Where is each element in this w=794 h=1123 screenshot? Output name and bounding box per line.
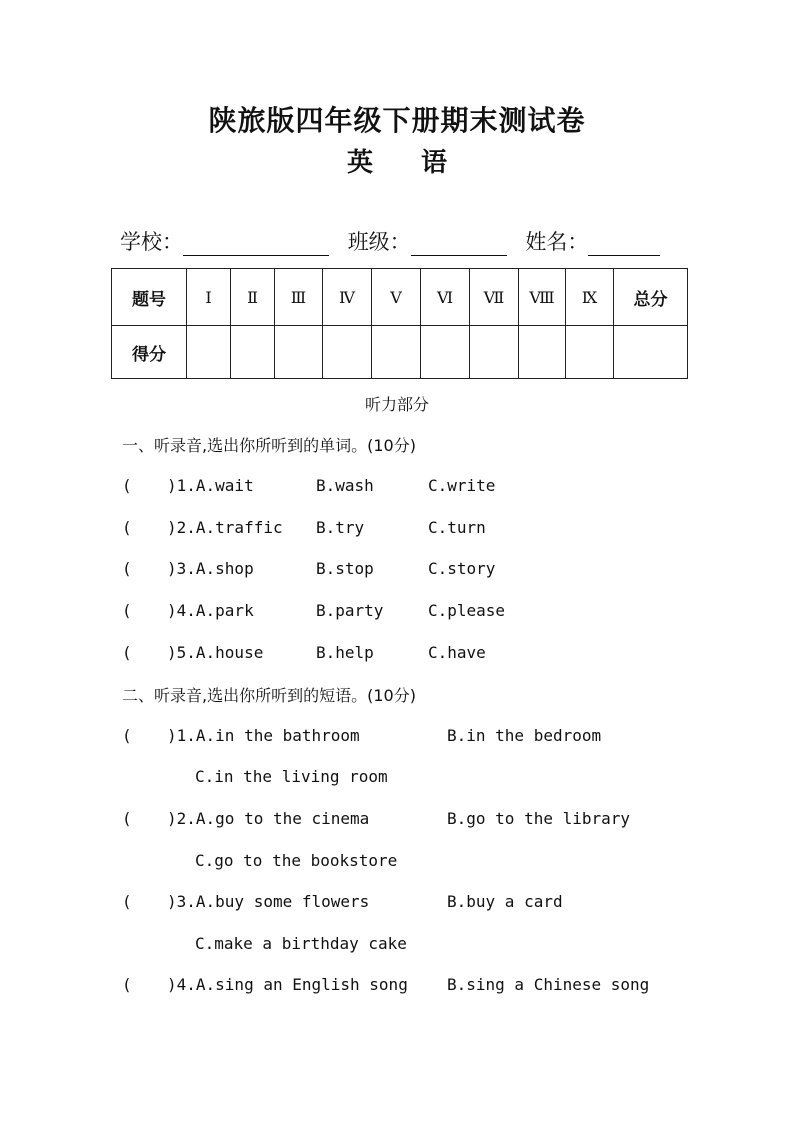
name-blank[interactable] bbox=[588, 233, 660, 256]
option-a: )2.A.traffic bbox=[167, 518, 283, 537]
option-c: C.go to the bookstore bbox=[195, 851, 398, 870]
option-c: C.make a birthday cake bbox=[195, 934, 407, 953]
score-cell[interactable] bbox=[519, 326, 566, 379]
subject-char-1: 英 bbox=[346, 148, 373, 178]
score-label: 得分 bbox=[112, 326, 187, 379]
answer-paren[interactable]: ( bbox=[122, 643, 132, 662]
option-c: C.in the living room bbox=[195, 767, 388, 786]
answer-paren[interactable]: ( bbox=[122, 892, 132, 911]
option-a: )5.A.house bbox=[167, 643, 264, 662]
option-c: C.please bbox=[428, 601, 506, 620]
option-c: C.story bbox=[428, 559, 496, 578]
score-table bbox=[111, 268, 688, 379]
score-cell[interactable] bbox=[566, 326, 614, 379]
col-2: Ⅱ bbox=[231, 269, 275, 326]
option-b: B.wash bbox=[316, 476, 374, 495]
subject-char-2: 语 bbox=[421, 148, 448, 178]
col-1: Ⅰ bbox=[187, 269, 231, 326]
option-b: B.go to the library bbox=[447, 809, 631, 828]
col-4: Ⅳ bbox=[323, 269, 372, 326]
student-info-line bbox=[120, 226, 660, 256]
listening-section-title: 听力部分 bbox=[364, 395, 429, 414]
option-b: B.party bbox=[316, 601, 384, 620]
class-label: 班级： bbox=[347, 230, 411, 254]
option-a: )1.A.wait bbox=[167, 476, 254, 495]
exam-title: 陕旅版四年级下册期末测试卷 bbox=[208, 104, 586, 137]
option-c: C.have bbox=[428, 643, 486, 662]
option-a: )2.A.go to the cinema bbox=[167, 809, 370, 828]
part2-title: 二、听录音,选出你所听到的短语。(10分) bbox=[122, 686, 416, 705]
option-c: C.write bbox=[428, 476, 496, 495]
option-b: B.buy a card bbox=[447, 892, 563, 911]
answer-paren[interactable]: ( bbox=[122, 518, 132, 537]
col-6: Ⅵ bbox=[421, 269, 470, 326]
option-a: )3.A.shop bbox=[167, 559, 254, 578]
question-number-label: 题号 bbox=[112, 269, 187, 326]
total-label: 总分 bbox=[614, 269, 688, 326]
answer-paren[interactable]: ( bbox=[122, 809, 132, 828]
option-b: B.stop bbox=[316, 559, 374, 578]
score-cell[interactable] bbox=[187, 326, 231, 379]
col-8: Ⅷ bbox=[519, 269, 566, 326]
col-5: Ⅴ bbox=[372, 269, 421, 326]
total-score-cell[interactable] bbox=[614, 326, 688, 379]
score-cell[interactable] bbox=[372, 326, 421, 379]
option-c: C.turn bbox=[428, 518, 486, 537]
score-table-header-row bbox=[112, 269, 688, 326]
col-3: Ⅲ bbox=[275, 269, 323, 326]
score-table-score-row bbox=[112, 326, 688, 379]
school-label: 学校： bbox=[120, 230, 183, 254]
part1-title: 一、听录音,选出你所听到的单词。(10分) bbox=[122, 436, 416, 455]
score-cell[interactable] bbox=[421, 326, 470, 379]
name-label: 姓名： bbox=[525, 230, 589, 254]
subject-title bbox=[0, 142, 794, 179]
score-cell[interactable] bbox=[470, 326, 519, 379]
option-a: )4.A.park bbox=[167, 601, 254, 620]
answer-paren[interactable]: ( bbox=[122, 726, 132, 745]
option-b: B.try bbox=[316, 518, 365, 537]
score-cell[interactable] bbox=[231, 326, 275, 379]
option-b: B.help bbox=[316, 643, 374, 662]
answer-paren[interactable]: ( bbox=[122, 559, 132, 578]
col-7: Ⅶ bbox=[470, 269, 519, 326]
answer-paren[interactable]: ( bbox=[122, 476, 132, 495]
option-a: )1.A.in the bathroom bbox=[167, 726, 360, 745]
answer-paren[interactable]: ( bbox=[122, 601, 132, 620]
school-blank[interactable] bbox=[183, 233, 329, 256]
option-a: )3.A.buy some flowers bbox=[167, 892, 370, 911]
score-cell[interactable] bbox=[323, 326, 372, 379]
option-b: B.sing a Chinese song bbox=[447, 975, 650, 994]
option-a: )4.A.sing an English song bbox=[167, 975, 408, 994]
option-b: B.in the bedroom bbox=[447, 726, 602, 745]
answer-paren[interactable]: ( bbox=[122, 975, 132, 994]
col-9: Ⅸ bbox=[566, 269, 614, 326]
score-cell[interactable] bbox=[275, 326, 323, 379]
class-blank[interactable] bbox=[411, 233, 507, 256]
